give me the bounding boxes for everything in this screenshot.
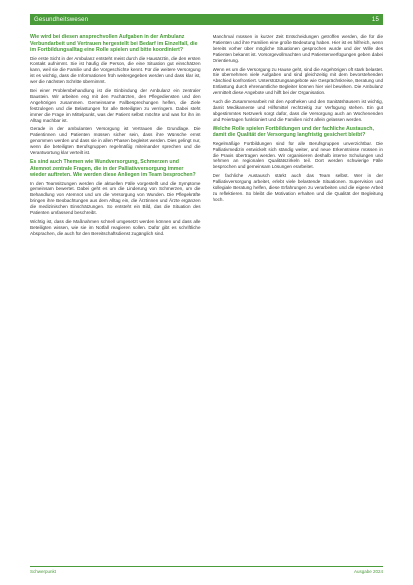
body-paragraph: Die erste Sicht in der Ambulanz entsteht meist durch die Hausärztin, die den ersten Kontakt aufnimmt. Sie ist häufig die Person, die eine Situation gut einschätzen kann, weil sie die Familie und die Vorgeschichte kennt. Für die weitere Versorgung ist es wichtig, dass die Informationen früh weitergegeben werden und dass klar ist, wer die nächsten Schritte übernimmt. [30,55,201,85]
left-column [30,34,201,563]
article-columns [30,34,383,563]
footer-left: Schwerpunkt [30,568,57,574]
question-heading: Welche Rolle spielen Fortbildungen und der fachliche Austausch, damit die Qualität der Versorgung langfristig gesichert bleibt? [212,125,374,139]
body-paragraph: Manchmal müssen in kurzer Zeit Entscheidungen getroffen werden, die für die Patienten und ihre Familien eine große Bedeutung haben. Hier ist es hilfreich, wenn bereits vorher über mögliche Situationen gesprochen wurde und der Wille des Patienten bekannt ist. Vorsorgevollmachten und Patientenverfügungen geben dabei Orientierung. [212,34,383,63]
body-paragraph: Auch die Zusammenarbeit mit den Apotheken und den Sanitätshäusern ist wichtig, damit Medikamente und Hilfsmittel rechtzeitig zur Verfügung stehen. Ein gut abgestimmtes Netzwerk sorgt dafür, dass die Versorgung auch an Wochenenden und Feiertagen funktioniert und die Familien nicht allein gelassen werden. [212,99,383,122]
body-paragraph: Gerade in der ambulanten Versorgung ist Vertrauen die Grundlage. Die Patientinnen und Patienten müssen sicher sein, dass ihre Wünsche ernst genommen werden und dass sie in allen Phasen begleitet werden. Dies gelingt nur, wenn die beteiligten Berufsgruppen regelmäßig miteinander sprechen und die Verantwortung klar verteilt ist. [30,126,201,156]
right-column [213,34,384,563]
body-paragraph: Regelmäßige Fortbildungen sind für alle Berufsgruppen unverzichtbar. Die Palliativmedizin entwickelt sich ständig weiter, und neue Erkenntnisse müssen in die Praxis übertragen werden. Wir organisieren deshalb interne Schulungen und nehmen an regionalen Qualitätszirkeln teil. Dort werden schwierige Fälle besprochen und gemeinsam Lösungen erarbeitet. [212,140,383,170]
page-number: 15 [371,16,379,23]
body-paragraph: In den Teamsitzungen werden die aktuellen Fälle vorgestellt und die Symptome gemeinsam bewertet. Dabei geht es um die Linderung von Schmerzen, um die Behandlung von Atemnot und um die Versorgung von Wunden. Die Pflegekräfte bringen ihre Beobachtungen aus dem Alltag ein, die Ärztinnen und Ärzte ergänzen die medizinischen Einschätzungen. So entsteht ein Bild, das die Situation des Patienten umfassend beschreibt. [30,180,201,216]
question-heading: Wie wird bei diesen ansprechvollen Aufgaben in der Ambulanz Verbundarbeit und Vertrauen hergestellt bei Bedarf im Einzelfall, die im Fortbildungsalltag eine Rolle spielen und bitte koordiniert? [30,34,198,53]
body-paragraph: Bei einer Problembehandlung ist die Einbindung der Ambulanz ein zentraler Baustein. Wir arbeiten eng mit den Fachärzten, den Pflegediensten und den Angehörigen zusammen. Gemeinsame Fallbesprechungen helfen, die Ziele festzulegen und die Belastungen für alle Beteiligten zu verringern. Dabei steht immer die Frage im Mittelpunkt, was der Patient selbst möchte und was für ihn im Alltag machbar ist. [30,88,201,123]
footer-right: Ausgabe 2024 [353,568,383,574]
body-paragraph: Wenn es um die Versorgung zu Hause geht, sind die Angehörigen oft stark belastet. Sie übernehmen viele Aufgaben und sind gleichzeitig mit dem bevorstehenden Abschied konfrontiert. Unterstützungsangebote wie Gesprächskreise, Beratung und Entlastung durch ehrenamtliche Begleiter können hier viel bewirken. Die Ambulanz vermittelt diese Angebote und hilft bei der Organisation. [212,66,383,96]
body-paragraph: Der fachliche Austausch stärkt auch das Team selbst. Wer in der Palliativversorgung arbeitet, erlebt viele belastende Situationen. Supervision und kollegiale Beratung helfen, diese Erfahrungen zu verarbeiten und die eigene Arbeit zu reflektieren. So bleibt die Motivation erhalten und die Qualität der Begleitung hoch. [212,173,383,202]
question-heading: Es sind auch Themen wie Wundversorgung, Schmerzen und Atemnot zentrale Fragen, die in der Palliativversorgung immer wieder auftreten. Wie werden diese Anliegen im Team besprochen? [30,159,196,178]
section-title: Gesundheitswesen [34,16,89,23]
footer [30,566,383,575]
header-bar [30,14,383,25]
body-paragraph: Wichtig ist, dass die Maßnahmen schnell umgesetzt werden können und dass alle Beteiligten wissen, wie sie im Notfall reagieren sollen. Dafür gibt es schriftliche Absprachen, die auch für den Bereitschaftsdienst zugänglich sind. [30,218,201,236]
